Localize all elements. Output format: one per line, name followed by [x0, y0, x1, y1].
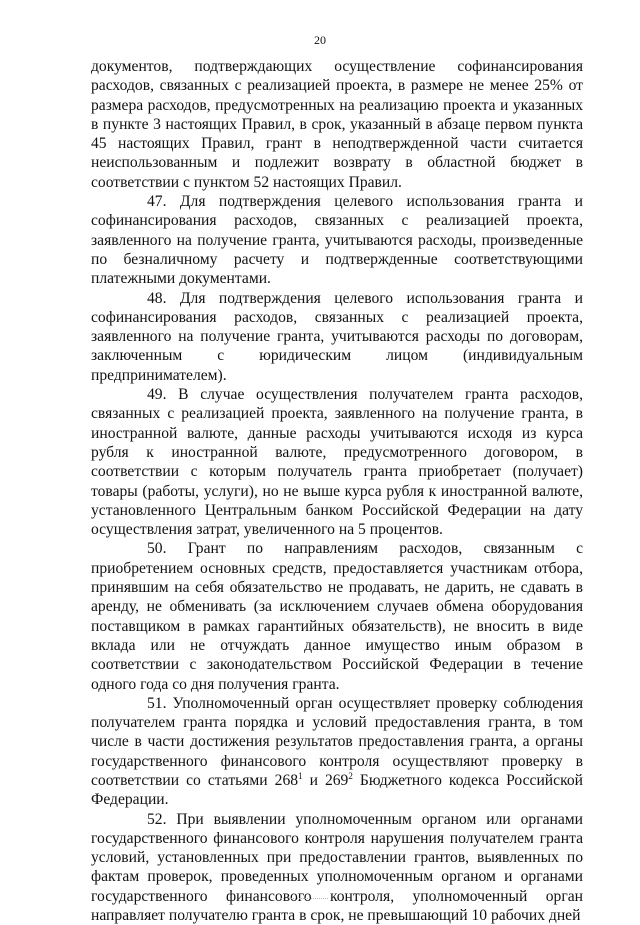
- paragraph-48: 48. Для подтверждения целевого использования гранта и софинансирования расходов, связанных с реализацией проекта, заявленного на получение гранта, учитываются расходы по договорам, заключенным с юридическим лицом (индивидуальным предпринимателем).: [91, 289, 583, 384]
- paragraph-47: 47. Для подтверждения целевого использования гранта и софинансирования расходов, связанных с реализацией проекта, заявленного на получение гранта, учитываются расходы, произведенные по безналичному расчету и подтвержденные соответствующими платежными документами.: [91, 193, 583, 288]
- page-number: 20: [314, 33, 326, 47]
- superscript-1: 1: [298, 770, 303, 781]
- paragraph-continued: документов, подтверждающих осуществление софинансирования расходов, связанных с реализацией проекта, в размере не менее 25% от размера расходов, предусмотренных на реализацию проекта и указанных в пункте 3 настоящих Правил, в срок, указанный в абзаце первом пункта 45 настоящих Правил, грант в неподтвержденной части считается неиспользованным и подлежит возврату в областной бюджет в соответствии с пунктом 52 настоящих Правил.: [91, 58, 583, 191]
- paragraph-52: 52. При выявлении уполномоченным органом или органами государственного финансового контроля нарушения получателем гранта условий, установленных при предоставлении грантов, выявленных по фактам проверок, проведенных уполномоченным органом и органами государственного финансового контроля, уполномоченный орган направляет получателю гранта в срок, не превышающий 10 рабочих дней: [91, 810, 583, 925]
- paragraph-50: 50. Грант по направлениям расходов, связанным с приобретением основных средств, предоставляется участникам отбора, принявшим на себя обязательство не продавать, не дарить, не сдавать в аренду, не обменивать (за исключением случаев обмена оборудования поставщиком в рамках гарантийных обязательств), не вносить в виде вклада или не отчуждать данное имущество иным образом в соответствии с законодательством Российской Федерации в течение одного года со дня получения гранта.: [91, 540, 583, 693]
- paragraph-51-text-end: Бюджетного кодекса Российской Федерации.: [91, 771, 583, 809]
- paragraph-49: 49. В случае осуществления получателем гранта расходов, связанных с реализацией проекта, заявленного на получение гранта, в иностранной валюте, данные расходы учитываются исходя из курса рубля к иностранной валюте, предусмотренного договором, в соответствии с которым получатель гранта приобретает (получает) товары (работы, услуги), но не выше курса рубля к иностранной валюте, установленного Центральным банком Российской Федерации на дату осуществления затрат, увеличенного на 5 процентов.: [91, 386, 583, 539]
- superscript-2: 2: [348, 770, 353, 781]
- paragraph-51-text-middle: и 269: [302, 771, 349, 789]
- scan-artifact: [280, 898, 328, 901]
- paragraph-51-text-start: 51. Уполномоченный орган осуществляет проверку соблюдения получателем гранта порядка и условий предоставления гранта, в том числе в части достижения результатов предоставления гранта, а органы государственного финансового контроля осуществляют проверку в соответствии со статьями 268: [91, 694, 583, 789]
- paragraph-51: [91, 694, 583, 810]
- document-body: [91, 57, 583, 925]
